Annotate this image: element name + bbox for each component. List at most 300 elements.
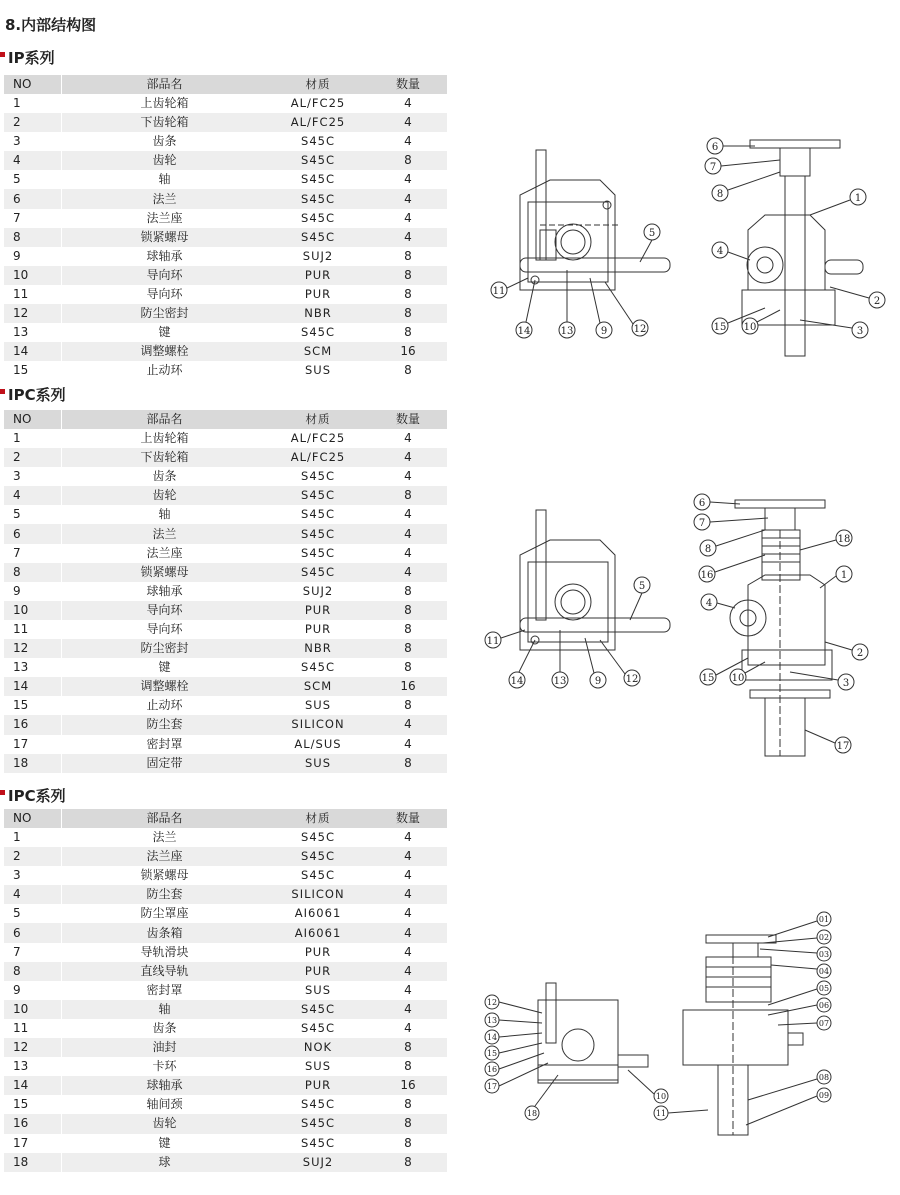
cell-no: 7 xyxy=(13,944,21,959)
cell-part-name: 法兰 xyxy=(62,524,268,543)
table-row xyxy=(4,266,447,285)
callout-number: 5 xyxy=(638,581,646,592)
cell-quantity: 8 xyxy=(369,1153,447,1172)
callout-number: 4 xyxy=(716,246,724,257)
cell-part-name: 轴 xyxy=(62,1000,268,1019)
cell-part-name: 固定带 xyxy=(62,754,268,773)
table-row xyxy=(4,361,447,380)
cell-part-name: 齿条箱 xyxy=(62,923,268,942)
parts-table-ipc xyxy=(4,410,448,773)
cell-material: SUS xyxy=(304,1059,332,1074)
table-row xyxy=(4,467,447,486)
cell-material: S45C xyxy=(301,545,335,560)
table-row xyxy=(4,735,447,754)
callout-number: 14 xyxy=(486,1033,498,1042)
cell-part-name: 调整螺栓 xyxy=(62,342,268,361)
cell-quantity: 4 xyxy=(369,228,447,247)
cell-material: SUS xyxy=(267,754,369,773)
cell-quantity: 4 xyxy=(404,431,412,446)
cell-part-name: 齿轮 xyxy=(62,1114,268,1133)
table-row xyxy=(4,209,447,228)
table-row xyxy=(4,1019,447,1038)
cell-no: 6 xyxy=(4,524,62,543)
callout-number: 06 xyxy=(818,1001,830,1010)
callout-number: 9 xyxy=(600,326,608,337)
callout-number: 4 xyxy=(705,598,713,609)
table-row xyxy=(4,151,447,170)
table-row xyxy=(4,285,447,304)
callout-number: 05 xyxy=(818,984,830,993)
section-title-ipc-2 xyxy=(0,785,66,806)
table-row xyxy=(4,228,447,247)
cell-part-name: 密封罩 xyxy=(62,981,268,1000)
callout-number: 15 xyxy=(713,322,727,333)
table-row xyxy=(4,658,447,677)
table-row xyxy=(4,429,447,448)
cell-no: 5 xyxy=(13,906,21,921)
callout-number: 12 xyxy=(625,674,639,685)
cell-quantity: 8 xyxy=(404,1097,412,1112)
cell-part-name: 防尘罩座 xyxy=(62,904,268,923)
cell-quantity: 16 xyxy=(369,1076,447,1095)
cell-quantity: 4 xyxy=(369,885,447,904)
callout-number: 1 xyxy=(840,570,848,581)
callout-number: 13 xyxy=(553,676,567,687)
cell-no: 15 xyxy=(13,363,29,378)
cell-part-name: 轴 xyxy=(62,505,268,524)
header-no: NO xyxy=(4,75,62,94)
cell-material: S45C xyxy=(267,847,369,866)
cell-material: PUR xyxy=(267,1076,369,1095)
table-row xyxy=(4,170,447,189)
header-material: 材质 xyxy=(267,75,369,94)
callout-number: 14 xyxy=(517,326,531,337)
callout-number: 3 xyxy=(842,678,850,689)
section-title-text: IP系列 xyxy=(8,49,55,67)
callout-number: 3 xyxy=(856,326,864,337)
cell-part-name: 锁紧螺母 xyxy=(62,563,268,582)
cell-part-name: 法兰座 xyxy=(62,847,268,866)
table-row xyxy=(4,563,447,582)
callout-number: 7 xyxy=(698,518,706,529)
cell-material: PUR xyxy=(304,286,332,301)
header-quantity: 数量 xyxy=(369,809,447,828)
cell-part-name: 法兰座 xyxy=(62,544,268,563)
cell-material: S45C xyxy=(301,1020,335,1035)
cell-no: 6 xyxy=(4,923,62,942)
cell-no: 12 xyxy=(4,304,62,323)
table-row xyxy=(4,1000,447,1019)
table-row xyxy=(4,94,447,113)
cell-part-name: 止动环 xyxy=(62,696,268,715)
red-square-icon xyxy=(0,790,5,795)
cell-quantity: 4 xyxy=(404,736,412,751)
cell-part-name: 齿条 xyxy=(62,467,268,486)
table-row xyxy=(4,754,447,773)
cell-quantity: 16 xyxy=(369,677,447,696)
cell-material: PUR xyxy=(267,962,369,981)
cell-no: 10 xyxy=(4,601,62,620)
cell-material: S45C xyxy=(301,172,335,187)
cell-no: 1 xyxy=(13,830,21,845)
cell-part-name: 键 xyxy=(62,1134,268,1153)
cell-quantity: 4 xyxy=(404,868,412,883)
cell-no: 9 xyxy=(13,982,21,997)
header-no: NO xyxy=(4,809,62,828)
cell-part-name: 导向环 xyxy=(62,266,268,285)
callout-number: 9 xyxy=(594,676,602,687)
cell-material: PUR xyxy=(304,944,332,959)
cell-material: SUJ2 xyxy=(302,248,334,263)
cell-no: 10 xyxy=(4,1000,62,1019)
table-row xyxy=(4,847,447,866)
cell-no: 15 xyxy=(13,698,29,713)
cell-quantity: 8 xyxy=(369,601,447,620)
cell-no: 2 xyxy=(4,448,62,467)
cell-quantity: 8 xyxy=(404,698,412,713)
cell-quantity: 4 xyxy=(369,715,447,734)
cell-part-name: 止动环 xyxy=(62,361,268,380)
table-header-row xyxy=(4,809,447,828)
table-row xyxy=(4,304,447,323)
cell-part-name: 卡环 xyxy=(62,1057,268,1076)
cell-part-name: 导向环 xyxy=(62,601,268,620)
callout-number: 17 xyxy=(486,1082,498,1091)
cell-material: S45C xyxy=(301,325,335,340)
cell-no: 14 xyxy=(4,677,62,696)
cell-no: 18 xyxy=(4,754,62,773)
cell-part-name: 齿条 xyxy=(62,1019,268,1038)
callout-number: 18 xyxy=(837,534,851,545)
cell-no: 1 xyxy=(13,431,21,446)
cell-quantity: 8 xyxy=(369,639,447,658)
table-row xyxy=(4,885,447,904)
callout-number: 08 xyxy=(818,1073,830,1082)
table-row xyxy=(4,448,447,467)
cell-material: S45C xyxy=(267,486,369,505)
table-row xyxy=(4,132,447,151)
cell-quantity: 4 xyxy=(404,1020,412,1035)
cell-quantity: 8 xyxy=(404,660,412,675)
cell-part-name: 齿轮 xyxy=(62,151,268,170)
callout-number: 12 xyxy=(633,324,647,335)
table-row xyxy=(4,981,447,1000)
cell-material: S45C xyxy=(267,563,369,582)
cell-part-name: 键 xyxy=(62,658,268,677)
table-row xyxy=(4,904,447,923)
cell-no: 11 xyxy=(13,1020,29,1035)
table-row xyxy=(4,582,447,601)
cell-no: 9 xyxy=(13,248,21,263)
cell-no: 4 xyxy=(4,486,62,505)
header-part-name: 部品名 xyxy=(62,410,268,429)
cell-part-name: 油封 xyxy=(62,1038,268,1057)
table-row xyxy=(4,1076,447,1095)
cell-material: S45C xyxy=(301,660,335,675)
table-row xyxy=(4,1134,447,1153)
callout-number: 14 xyxy=(510,676,524,687)
table-row xyxy=(4,677,447,696)
cell-part-name: 轴间颈 xyxy=(62,1095,268,1114)
cell-quantity: 8 xyxy=(404,286,412,301)
cell-material: PUR xyxy=(267,601,369,620)
cell-quantity: 4 xyxy=(369,1000,447,1019)
cell-quantity: 8 xyxy=(404,1059,412,1074)
cell-no: 14 xyxy=(4,1076,62,1095)
cell-material: S45C xyxy=(301,868,335,883)
cell-quantity: 4 xyxy=(404,830,412,845)
header-part-name: 部品名 xyxy=(62,75,268,94)
cell-part-name: 锁紧螺母 xyxy=(62,228,268,247)
cell-no: 18 xyxy=(4,1153,62,1172)
cell-no: 6 xyxy=(4,189,62,208)
cell-no: 2 xyxy=(4,113,62,132)
cell-quantity: 4 xyxy=(404,944,412,959)
cell-part-name: 键 xyxy=(62,323,268,342)
cell-part-name: 防尘套 xyxy=(62,885,268,904)
header-part-name: 部品名 xyxy=(62,809,268,828)
callouts-left xyxy=(487,581,646,687)
callout-number: 2 xyxy=(873,296,881,307)
section-title-ip xyxy=(0,47,55,68)
cell-part-name: 下齿轮箱 xyxy=(62,448,268,467)
cell-material: S45C xyxy=(267,1000,369,1019)
table-row xyxy=(4,486,447,505)
cell-material: S45C xyxy=(301,134,335,149)
cell-quantity: 4 xyxy=(369,189,447,208)
section-title-ipc xyxy=(0,384,66,405)
callout-number: 03 xyxy=(818,950,830,959)
side-view xyxy=(520,150,670,290)
callout-number: 11 xyxy=(492,286,506,297)
cell-material: NBR xyxy=(267,639,369,658)
parts-table-ipc-2 xyxy=(4,809,448,1172)
cell-quantity: 8 xyxy=(369,1114,447,1133)
cell-no: 13 xyxy=(13,1059,29,1074)
callout-number: 16 xyxy=(486,1065,498,1074)
cell-part-name: 导向环 xyxy=(62,285,268,304)
cell-material: SCM xyxy=(267,342,369,361)
cell-quantity: 4 xyxy=(369,448,447,467)
cell-no: 3 xyxy=(13,134,21,149)
callout-number: 15 xyxy=(701,673,715,684)
cell-quantity: 8 xyxy=(369,486,447,505)
table-row xyxy=(4,943,447,962)
cell-material: AL/FC25 xyxy=(290,96,346,111)
cell-part-name: 球轴承 xyxy=(62,582,268,601)
callout-number: 5 xyxy=(648,228,656,239)
cell-material: S45C xyxy=(267,189,369,208)
cell-quantity: 8 xyxy=(404,1135,412,1150)
cell-material: S45C xyxy=(301,830,335,845)
cell-part-name: 锁紧螺母 xyxy=(62,866,268,885)
callout-number: 2 xyxy=(856,648,864,659)
table-row xyxy=(4,639,447,658)
section-title-text: IPC系列 xyxy=(8,787,66,805)
cell-no: 3 xyxy=(13,469,21,484)
table-row xyxy=(4,1038,447,1057)
callout-number: 7 xyxy=(709,162,717,173)
cell-no: 17 xyxy=(13,736,29,751)
cell-quantity: 4 xyxy=(404,134,412,149)
cell-quantity: 4 xyxy=(369,847,447,866)
cell-quantity: 4 xyxy=(404,545,412,560)
callout-number: 8 xyxy=(704,544,712,555)
cell-part-name: 法兰 xyxy=(62,189,268,208)
cell-no: 2 xyxy=(4,847,62,866)
cell-no: 16 xyxy=(4,1114,62,1133)
cell-part-name: 上齿轮箱 xyxy=(62,94,268,113)
table-row xyxy=(4,866,447,885)
callout-number: 17 xyxy=(836,741,850,752)
cell-quantity: 4 xyxy=(369,962,447,981)
cell-material: SUS xyxy=(304,982,332,997)
cell-quantity: 8 xyxy=(404,325,412,340)
callouts-right xyxy=(699,498,863,752)
table-row xyxy=(4,1153,447,1172)
table-header-row xyxy=(4,75,447,94)
cell-no: 1 xyxy=(13,96,21,111)
cell-part-name: 法兰 xyxy=(62,828,268,847)
cell-quantity: 4 xyxy=(404,906,412,921)
table-row xyxy=(4,189,447,208)
parts-table-ip xyxy=(4,75,448,380)
callout-number: 09 xyxy=(818,1091,830,1100)
cell-no: 4 xyxy=(4,885,62,904)
cell-material: SUS xyxy=(304,698,332,713)
table-row xyxy=(4,715,447,734)
callout-number: 12 xyxy=(486,998,498,1007)
cell-part-name: 上齿轮箱 xyxy=(62,429,268,448)
cell-no: 5 xyxy=(13,172,21,187)
callout-number: 15 xyxy=(486,1049,498,1058)
cell-quantity: 8 xyxy=(404,248,412,263)
cell-part-name: 下齿轮箱 xyxy=(62,113,268,132)
cell-material: SUJ2 xyxy=(302,583,334,598)
header-quantity: 数量 xyxy=(369,75,447,94)
cell-material: NBR xyxy=(267,304,369,323)
cell-part-name: 齿条 xyxy=(62,132,268,151)
callout-number: 04 xyxy=(818,967,830,976)
cell-no: 16 xyxy=(4,715,62,734)
cell-part-name: 法兰座 xyxy=(62,209,268,228)
callout-number: 8 xyxy=(716,189,724,200)
callout-number: 10 xyxy=(731,673,745,684)
cell-quantity: 8 xyxy=(369,151,447,170)
cell-material: AL/FC25 xyxy=(267,448,369,467)
front-view xyxy=(742,140,863,356)
callout-number: 10 xyxy=(655,1092,667,1101)
cell-no: 8 xyxy=(4,563,62,582)
table-row xyxy=(4,923,447,942)
callout-number: 11 xyxy=(486,636,500,647)
cell-material: SILICON xyxy=(267,885,369,904)
cell-material: PUR xyxy=(304,621,332,636)
cell-quantity: 8 xyxy=(369,304,447,323)
callout-number: 16 xyxy=(700,570,714,581)
structure-diagram-ip xyxy=(480,130,890,360)
cell-no: 8 xyxy=(4,962,62,981)
table-row xyxy=(4,828,447,847)
structure-diagram-ipc-2 xyxy=(478,905,858,1145)
cell-material: SCM xyxy=(267,677,369,696)
table-row xyxy=(4,505,447,524)
table-row xyxy=(4,524,447,543)
cell-no: 4 xyxy=(4,151,62,170)
cell-part-name: 导向环 xyxy=(62,620,268,639)
cell-material: SUS xyxy=(304,363,332,378)
cell-quantity: 4 xyxy=(369,524,447,543)
cell-material: S45C xyxy=(301,1135,335,1150)
header-material: 材质 xyxy=(267,809,369,828)
callout-number: 6 xyxy=(698,498,706,509)
cell-quantity: 8 xyxy=(369,1038,447,1057)
cell-material: SUJ2 xyxy=(267,1153,369,1172)
cell-material: AL/SUS xyxy=(294,736,342,751)
cell-part-name: 导轨滑块 xyxy=(62,943,268,962)
callouts-left xyxy=(487,998,666,1118)
cell-quantity: 4 xyxy=(404,507,412,522)
cell-quantity: 8 xyxy=(404,583,412,598)
cell-material: PUR xyxy=(267,266,369,285)
red-square-icon xyxy=(0,389,5,394)
cell-part-name: 直线导轨 xyxy=(62,962,268,981)
cell-no: 8 xyxy=(4,228,62,247)
cell-part-name: 轴 xyxy=(62,170,268,189)
front-view xyxy=(730,500,832,756)
table-row xyxy=(4,1057,447,1076)
cell-material: AI6061 xyxy=(294,906,342,921)
cell-part-name: 防尘套 xyxy=(62,715,268,734)
header-no: NO xyxy=(4,410,62,429)
red-square-icon xyxy=(0,52,5,57)
page-title: 8.内部结构图 xyxy=(5,16,97,34)
cell-part-name: 防尘密封 xyxy=(62,304,268,323)
cell-quantity: 4 xyxy=(404,469,412,484)
callout-number: 07 xyxy=(818,1019,830,1028)
cell-material: S45C xyxy=(301,1097,335,1112)
cell-no: 11 xyxy=(13,286,29,301)
cell-no: 17 xyxy=(13,1135,29,1150)
cell-quantity: 8 xyxy=(369,266,447,285)
cell-quantity: 4 xyxy=(369,563,447,582)
cell-quantity: 4 xyxy=(404,172,412,187)
table-row xyxy=(4,962,447,981)
cell-no: 10 xyxy=(4,266,62,285)
cell-no: 9 xyxy=(13,583,21,598)
table-row xyxy=(4,601,447,620)
cell-material: S45C xyxy=(301,210,335,225)
header-quantity: 数量 xyxy=(369,410,447,429)
cell-material: AI6061 xyxy=(267,923,369,942)
structure-diagram-ipc xyxy=(480,490,890,760)
cell-part-name: 防尘密封 xyxy=(62,639,268,658)
cell-quantity: 4 xyxy=(369,113,447,132)
cell-quantity: 8 xyxy=(404,621,412,636)
cell-material: S45C xyxy=(267,1114,369,1133)
cell-material: S45C xyxy=(267,228,369,247)
callout-number: 10 xyxy=(743,322,757,333)
cell-part-name: 密封罩 xyxy=(62,735,268,754)
cell-quantity: 4 xyxy=(369,923,447,942)
cell-no: 14 xyxy=(4,342,62,361)
cell-material: S45C xyxy=(301,469,335,484)
table-row xyxy=(4,1114,447,1133)
callout-number: 11 xyxy=(655,1109,667,1118)
callout-number: 02 xyxy=(818,933,830,942)
cell-no: 12 xyxy=(4,1038,62,1057)
cell-material: NOK xyxy=(267,1038,369,1057)
